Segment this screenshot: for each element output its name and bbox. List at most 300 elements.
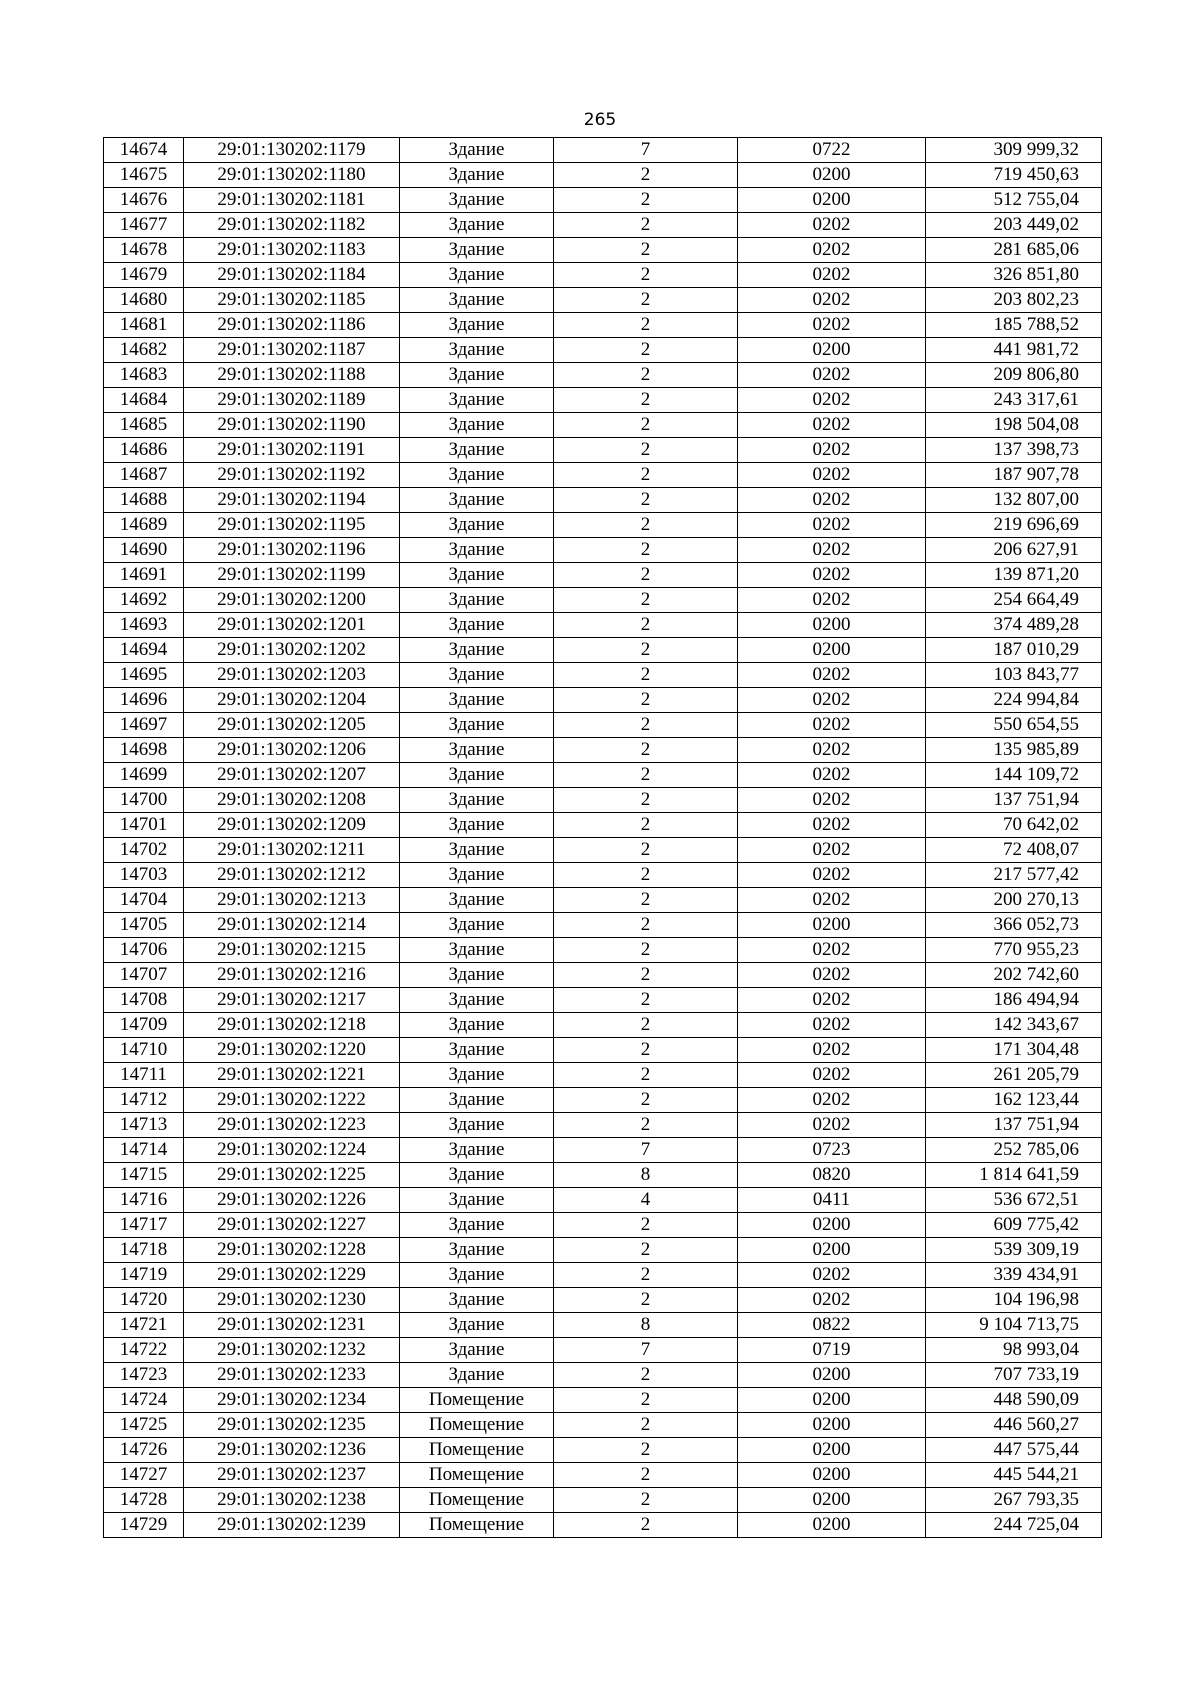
row-number-cell: 14696: [104, 688, 184, 713]
object-type-cell: Здание: [400, 738, 554, 763]
group-number-cell: 2: [554, 1113, 738, 1138]
cadastral-number-cell: 29:01:130202:1207: [184, 763, 400, 788]
table-row: [104, 1388, 1102, 1413]
table-row: [104, 513, 1102, 538]
table-row: [104, 1063, 1102, 1088]
subgroup-code-cell: 0202: [738, 1013, 926, 1038]
cadastral-number-cell: 29:01:130202:1196: [184, 538, 400, 563]
table-row: [104, 138, 1102, 163]
object-type-cell: Здание: [400, 213, 554, 238]
group-number-cell: 2: [554, 338, 738, 363]
group-number-cell: 2: [554, 1363, 738, 1388]
row-number-cell: 14722: [104, 1338, 184, 1363]
group-number-cell: 2: [554, 1413, 738, 1438]
table-row: [104, 1438, 1102, 1463]
cadastral-number-cell: 29:01:130202:1202: [184, 638, 400, 663]
group-number-cell: 2: [554, 1213, 738, 1238]
cadastral-number-cell: 29:01:130202:1224: [184, 1138, 400, 1163]
cadastral-value-cell: 719 450,63: [926, 163, 1102, 188]
group-number-cell: 4: [554, 1188, 738, 1213]
cadastral-number-cell: 29:01:130202:1223: [184, 1113, 400, 1138]
row-number-cell: 14698: [104, 738, 184, 763]
cadastral-number-cell: 29:01:130202:1232: [184, 1338, 400, 1363]
cadastral-value-cell: 244 725,04: [926, 1513, 1102, 1538]
row-number-cell: 14699: [104, 763, 184, 788]
subgroup-code-cell: 0200: [738, 913, 926, 938]
object-type-cell: Здание: [400, 688, 554, 713]
table-body: [104, 138, 1102, 1538]
cadastral-value-cell: 185 788,52: [926, 313, 1102, 338]
object-type-cell: Здание: [400, 538, 554, 563]
group-number-cell: 2: [554, 538, 738, 563]
cadastral-number-cell: 29:01:130202:1239: [184, 1513, 400, 1538]
object-type-cell: Помещение: [400, 1388, 554, 1413]
cadastral-value-cell: 261 205,79: [926, 1063, 1102, 1088]
object-type-cell: Здание: [400, 788, 554, 813]
cadastral-value-cell: 142 343,67: [926, 1013, 1102, 1038]
subgroup-code-cell: 0200: [738, 638, 926, 663]
row-number-cell: 14691: [104, 563, 184, 588]
row-number-cell: 14719: [104, 1263, 184, 1288]
object-type-cell: Здание: [400, 1288, 554, 1313]
cadastral-value-cell: 206 627,91: [926, 538, 1102, 563]
cadastral-value-cell: 171 304,48: [926, 1038, 1102, 1063]
subgroup-code-cell: 0719: [738, 1338, 926, 1363]
subgroup-code-cell: 0202: [738, 1263, 926, 1288]
group-number-cell: 2: [554, 613, 738, 638]
table-row: [104, 938, 1102, 963]
row-number-cell: 14723: [104, 1363, 184, 1388]
object-type-cell: Здание: [400, 288, 554, 313]
group-number-cell: 2: [554, 213, 738, 238]
cadastral-value-cell: 187 010,29: [926, 638, 1102, 663]
object-type-cell: Здание: [400, 1088, 554, 1113]
group-number-cell: 2: [554, 288, 738, 313]
cadastral-number-cell: 29:01:130202:1187: [184, 338, 400, 363]
row-number-cell: 14695: [104, 663, 184, 688]
object-type-cell: Здание: [400, 1163, 554, 1188]
row-number-cell: 14715: [104, 1163, 184, 1188]
subgroup-code-cell: 0202: [738, 563, 926, 588]
row-number-cell: 14694: [104, 638, 184, 663]
cadastral-number-cell: 29:01:130202:1181: [184, 188, 400, 213]
group-number-cell: 2: [554, 588, 738, 613]
table-row: [104, 963, 1102, 988]
subgroup-code-cell: 0202: [738, 213, 926, 238]
cadastral-number-cell: 29:01:130202:1227: [184, 1213, 400, 1238]
cadastral-value-cell: 104 196,98: [926, 1288, 1102, 1313]
object-type-cell: Здание: [400, 1063, 554, 1088]
subgroup-code-cell: 0200: [738, 1513, 926, 1538]
cadastral-number-cell: 29:01:130202:1215: [184, 938, 400, 963]
cadastral-value-cell: 447 575,44: [926, 1438, 1102, 1463]
table-row: [104, 238, 1102, 263]
cadastral-value-cell: 9 104 713,75: [926, 1313, 1102, 1338]
object-type-cell: Здание: [400, 863, 554, 888]
table-row: [104, 713, 1102, 738]
subgroup-code-cell: 0202: [738, 488, 926, 513]
cadastral-number-cell: 29:01:130202:1204: [184, 688, 400, 713]
row-number-cell: 14678: [104, 238, 184, 263]
cadastral-number-cell: 29:01:130202:1199: [184, 563, 400, 588]
row-number-cell: 14720: [104, 1288, 184, 1313]
table-row: [104, 1038, 1102, 1063]
cadastral-value-cell: 202 742,60: [926, 963, 1102, 988]
cadastral-value-cell: 707 733,19: [926, 1363, 1102, 1388]
row-number-cell: 14684: [104, 388, 184, 413]
table-row: [104, 263, 1102, 288]
row-number-cell: 14676: [104, 188, 184, 213]
cadastral-number-cell: 29:01:130202:1217: [184, 988, 400, 1013]
cadastral-value-cell: 243 317,61: [926, 388, 1102, 413]
row-number-cell: 14714: [104, 1138, 184, 1163]
table-row: [104, 1238, 1102, 1263]
cadastral-value-cell: 445 544,21: [926, 1463, 1102, 1488]
row-number-cell: 14692: [104, 588, 184, 613]
row-number-cell: 14700: [104, 788, 184, 813]
object-type-cell: Здание: [400, 638, 554, 663]
table-row: [104, 638, 1102, 663]
cadastral-value-cell: 72 408,07: [926, 838, 1102, 863]
group-number-cell: 2: [554, 463, 738, 488]
group-number-cell: 7: [554, 1338, 738, 1363]
subgroup-code-cell: 0200: [738, 1463, 926, 1488]
cadastral-value-cell: 139 871,20: [926, 563, 1102, 588]
subgroup-code-cell: 0202: [738, 538, 926, 563]
object-type-cell: Помещение: [400, 1413, 554, 1438]
group-number-cell: 2: [554, 638, 738, 663]
table-row: [104, 538, 1102, 563]
row-number-cell: 14702: [104, 838, 184, 863]
table-row: [104, 1088, 1102, 1113]
row-number-cell: 14689: [104, 513, 184, 538]
row-number-cell: 14708: [104, 988, 184, 1013]
cadastral-value-cell: 224 994,84: [926, 688, 1102, 713]
subgroup-code-cell: 0202: [738, 238, 926, 263]
object-type-cell: Здание: [400, 188, 554, 213]
row-number-cell: 14677: [104, 213, 184, 238]
group-number-cell: 2: [554, 688, 738, 713]
object-type-cell: Здание: [400, 1113, 554, 1138]
row-number-cell: 14675: [104, 163, 184, 188]
cadastral-value-cell: 446 560,27: [926, 1413, 1102, 1438]
row-number-cell: 14711: [104, 1063, 184, 1088]
subgroup-code-cell: 0202: [738, 738, 926, 763]
subgroup-code-cell: 0200: [738, 163, 926, 188]
cadastral-value-cell: 550 654,55: [926, 713, 1102, 738]
table-row: [104, 1213, 1102, 1238]
cadastral-number-cell: 29:01:130202:1194: [184, 488, 400, 513]
group-number-cell: 2: [554, 1038, 738, 1063]
table-row: [104, 163, 1102, 188]
cadastral-value-cell: 254 664,49: [926, 588, 1102, 613]
row-number-cell: 14697: [104, 713, 184, 738]
group-number-cell: 2: [554, 788, 738, 813]
row-number-cell: 14721: [104, 1313, 184, 1338]
subgroup-code-cell: 0202: [738, 1288, 926, 1313]
row-number-cell: 14729: [104, 1513, 184, 1538]
group-number-cell: 2: [554, 313, 738, 338]
group-number-cell: 2: [554, 988, 738, 1013]
table-row: [104, 1288, 1102, 1313]
subgroup-code-cell: 0200: [738, 1413, 926, 1438]
cadastral-value-cell: 339 434,91: [926, 1263, 1102, 1288]
object-type-cell: Здание: [400, 1213, 554, 1238]
subgroup-code-cell: 0202: [738, 938, 926, 963]
object-type-cell: Здание: [400, 163, 554, 188]
table-row: [104, 313, 1102, 338]
row-number-cell: 14710: [104, 1038, 184, 1063]
table-row: [104, 613, 1102, 638]
cadastral-value-cell: 539 309,19: [926, 1238, 1102, 1263]
table-row: [104, 388, 1102, 413]
cadastral-value-table: [103, 137, 1102, 1538]
table-row: [104, 738, 1102, 763]
group-number-cell: 2: [554, 813, 738, 838]
table-row: [104, 838, 1102, 863]
table-row: [104, 1113, 1102, 1138]
group-number-cell: 7: [554, 1138, 738, 1163]
group-number-cell: 2: [554, 763, 738, 788]
cadastral-value-cell: 609 775,42: [926, 1213, 1102, 1238]
cadastral-number-cell: 29:01:130202:1206: [184, 738, 400, 763]
subgroup-code-cell: 0200: [738, 1238, 926, 1263]
object-type-cell: Здание: [400, 488, 554, 513]
object-type-cell: Здание: [400, 963, 554, 988]
object-type-cell: Здание: [400, 988, 554, 1013]
row-number-cell: 14718: [104, 1238, 184, 1263]
cadastral-value-cell: 326 851,80: [926, 263, 1102, 288]
row-number-cell: 14712: [104, 1088, 184, 1113]
table-row: [104, 1138, 1102, 1163]
cadastral-number-cell: 29:01:130202:1183: [184, 238, 400, 263]
cadastral-value-cell: 137 398,73: [926, 438, 1102, 463]
object-type-cell: Здание: [400, 438, 554, 463]
row-number-cell: 14685: [104, 413, 184, 438]
subgroup-code-cell: 0200: [738, 613, 926, 638]
group-number-cell: 2: [554, 238, 738, 263]
cadastral-number-cell: 29:01:130202:1211: [184, 838, 400, 863]
group-number-cell: 2: [554, 1488, 738, 1513]
row-number-cell: 14704: [104, 888, 184, 913]
group-number-cell: 2: [554, 913, 738, 938]
table-row: [104, 188, 1102, 213]
row-number-cell: 14693: [104, 613, 184, 638]
subgroup-code-cell: 0822: [738, 1313, 926, 1338]
table-row: [104, 1363, 1102, 1388]
group-number-cell: 2: [554, 1463, 738, 1488]
group-number-cell: 2: [554, 663, 738, 688]
group-number-cell: 2: [554, 963, 738, 988]
row-number-cell: 14674: [104, 138, 184, 163]
table-row: [104, 563, 1102, 588]
cadastral-value-cell: 770 955,23: [926, 938, 1102, 963]
page-number: 265: [583, 110, 617, 130]
cadastral-value-cell: 217 577,42: [926, 863, 1102, 888]
subgroup-code-cell: 0202: [738, 513, 926, 538]
cadastral-number-cell: 29:01:130202:1236: [184, 1438, 400, 1463]
table-row: [104, 1338, 1102, 1363]
object-type-cell: Здание: [400, 238, 554, 263]
object-type-cell: Здание: [400, 813, 554, 838]
row-number-cell: 14709: [104, 1013, 184, 1038]
object-type-cell: Здание: [400, 1038, 554, 1063]
cadastral-number-cell: 29:01:130202:1179: [184, 138, 400, 163]
object-type-cell: Здание: [400, 388, 554, 413]
row-number-cell: 14703: [104, 863, 184, 888]
cadastral-number-cell: 29:01:130202:1200: [184, 588, 400, 613]
group-number-cell: 2: [554, 888, 738, 913]
table-row: [104, 288, 1102, 313]
cadastral-value-cell: 366 052,73: [926, 913, 1102, 938]
cadastral-number-cell: 29:01:130202:1235: [184, 1413, 400, 1438]
group-number-cell: 2: [554, 838, 738, 863]
subgroup-code-cell: 0202: [738, 463, 926, 488]
subgroup-code-cell: 0202: [738, 288, 926, 313]
group-number-cell: 2: [554, 1013, 738, 1038]
subgroup-code-cell: 0200: [738, 1388, 926, 1413]
group-number-cell: 2: [554, 863, 738, 888]
group-number-cell: 2: [554, 713, 738, 738]
subgroup-code-cell: 0202: [738, 888, 926, 913]
row-number-cell: 14724: [104, 1388, 184, 1413]
row-number-cell: 14707: [104, 963, 184, 988]
cadastral-number-cell: 29:01:130202:1213: [184, 888, 400, 913]
table-row: [104, 988, 1102, 1013]
cadastral-number-cell: 29:01:130202:1218: [184, 1013, 400, 1038]
row-number-cell: 14728: [104, 1488, 184, 1513]
cadastral-number-cell: 29:01:130202:1233: [184, 1363, 400, 1388]
table-row: [104, 438, 1102, 463]
cadastral-number-cell: 29:01:130202:1238: [184, 1488, 400, 1513]
row-number-cell: 14687: [104, 463, 184, 488]
object-type-cell: Помещение: [400, 1513, 554, 1538]
subgroup-code-cell: 0202: [738, 713, 926, 738]
object-type-cell: Здание: [400, 888, 554, 913]
cadastral-value-cell: 132 807,00: [926, 488, 1102, 513]
cadastral-number-cell: 29:01:130202:1225: [184, 1163, 400, 1188]
row-number-cell: 14706: [104, 938, 184, 963]
table-row: [104, 338, 1102, 363]
table-row: [104, 463, 1102, 488]
table-row: [104, 888, 1102, 913]
object-type-cell: Здание: [400, 313, 554, 338]
table-row: [104, 588, 1102, 613]
cadastral-number-cell: 29:01:130202:1190: [184, 413, 400, 438]
cadastral-number-cell: 29:01:130202:1180: [184, 163, 400, 188]
table-row: [104, 413, 1102, 438]
group-number-cell: 2: [554, 1063, 738, 1088]
group-number-cell: 8: [554, 1313, 738, 1338]
subgroup-code-cell: 0202: [738, 863, 926, 888]
subgroup-code-cell: 0202: [738, 813, 926, 838]
group-number-cell: 2: [554, 163, 738, 188]
subgroup-code-cell: 0202: [738, 263, 926, 288]
row-number-cell: 14727: [104, 1463, 184, 1488]
row-number-cell: 14688: [104, 488, 184, 513]
table-row: [104, 913, 1102, 938]
group-number-cell: 8: [554, 1163, 738, 1188]
group-number-cell: 2: [554, 413, 738, 438]
subgroup-code-cell: 0200: [738, 1213, 926, 1238]
table-row: [104, 1413, 1102, 1438]
object-type-cell: Здание: [400, 338, 554, 363]
cadastral-value-cell: 144 109,72: [926, 763, 1102, 788]
subgroup-code-cell: 0202: [738, 388, 926, 413]
subgroup-code-cell: 0200: [738, 188, 926, 213]
table-row: [104, 1188, 1102, 1213]
subgroup-code-cell: 0202: [738, 763, 926, 788]
cadastral-number-cell: 29:01:130202:1182: [184, 213, 400, 238]
row-number-cell: 14717: [104, 1213, 184, 1238]
group-number-cell: 2: [554, 1238, 738, 1263]
row-number-cell: 14726: [104, 1438, 184, 1463]
row-number-cell: 14683: [104, 363, 184, 388]
group-number-cell: 2: [554, 438, 738, 463]
subgroup-code-cell: 0723: [738, 1138, 926, 1163]
subgroup-code-cell: 0202: [738, 838, 926, 863]
group-number-cell: 2: [554, 1263, 738, 1288]
object-type-cell: Здание: [400, 463, 554, 488]
cadastral-number-cell: 29:01:130202:1230: [184, 1288, 400, 1313]
object-type-cell: Здание: [400, 1363, 554, 1388]
object-type-cell: Здание: [400, 938, 554, 963]
cadastral-number-cell: 29:01:130202:1189: [184, 388, 400, 413]
object-type-cell: Здание: [400, 1338, 554, 1363]
cadastral-number-cell: 29:01:130202:1216: [184, 963, 400, 988]
table-row: [104, 763, 1102, 788]
cadastral-value-cell: 441 981,72: [926, 338, 1102, 363]
cadastral-value-cell: 137 751,94: [926, 788, 1102, 813]
object-type-cell: Здание: [400, 613, 554, 638]
subgroup-code-cell: 0200: [738, 1363, 926, 1388]
object-type-cell: Здание: [400, 1313, 554, 1338]
cadastral-number-cell: 29:01:130202:1231: [184, 1313, 400, 1338]
object-type-cell: Здание: [400, 1238, 554, 1263]
cadastral-value-cell: 448 590,09: [926, 1388, 1102, 1413]
subgroup-code-cell: 0200: [738, 338, 926, 363]
table-row: [104, 363, 1102, 388]
group-number-cell: 2: [554, 488, 738, 513]
subgroup-code-cell: 0411: [738, 1188, 926, 1213]
object-type-cell: Здание: [400, 413, 554, 438]
cadastral-number-cell: 29:01:130202:1205: [184, 713, 400, 738]
cadastral-number-cell: 29:01:130202:1214: [184, 913, 400, 938]
cadastral-value-cell: 203 802,23: [926, 288, 1102, 313]
cadastral-number-cell: 29:01:130202:1192: [184, 463, 400, 488]
row-number-cell: 14705: [104, 913, 184, 938]
subgroup-code-cell: 0202: [738, 363, 926, 388]
table-row: [104, 788, 1102, 813]
cadastral-value-cell: 137 751,94: [926, 1113, 1102, 1138]
group-number-cell: 2: [554, 1438, 738, 1463]
cadastral-value-cell: 198 504,08: [926, 413, 1102, 438]
group-number-cell: 7: [554, 138, 738, 163]
cadastral-value-cell: 203 449,02: [926, 213, 1102, 238]
subgroup-code-cell: 0202: [738, 988, 926, 1013]
row-number-cell: 14680: [104, 288, 184, 313]
cadastral-number-cell: 29:01:130202:1203: [184, 663, 400, 688]
cadastral-number-cell: 29:01:130202:1237: [184, 1463, 400, 1488]
subgroup-code-cell: 0722: [738, 138, 926, 163]
row-number-cell: 14686: [104, 438, 184, 463]
row-number-cell: 14725: [104, 1413, 184, 1438]
table-row: [104, 213, 1102, 238]
subgroup-code-cell: 0200: [738, 1438, 926, 1463]
group-number-cell: 2: [554, 738, 738, 763]
object-type-cell: Здание: [400, 563, 554, 588]
object-type-cell: Здание: [400, 138, 554, 163]
